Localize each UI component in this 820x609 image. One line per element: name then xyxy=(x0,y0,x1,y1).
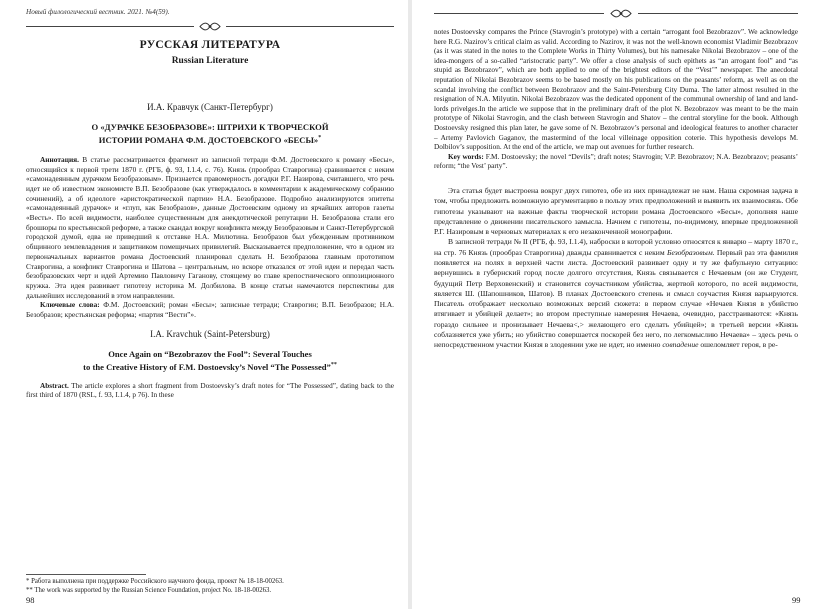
keywords-en-label: Key words: xyxy=(448,152,484,161)
header-ornament-right xyxy=(434,8,798,20)
footnote-1: * Работа выполнена при поддержке Российского научного фонда, проект № 18-18-00263. xyxy=(26,578,284,585)
para2-part-a: В записной тетради № II (РГБ, ф. 93, I.1.4), наброски в которой условно относятся к январю – марту 1870 г., на стр. 76 Князь (прообраз Ставрогина) дважды сравнивается с неким xyxy=(434,237,798,257)
left-page xyxy=(0,0,408,609)
author-ru: И.А. Кравчук (Санкт-Петербург) xyxy=(147,102,273,112)
footnote-mark-en: ** xyxy=(330,361,337,368)
section-title: РУССКАЯ ЛИТЕРАТУРА xyxy=(139,39,281,51)
para2-emphasis: Безобразовым xyxy=(667,247,713,257)
keywords-en xyxy=(434,153,798,172)
footnotes xyxy=(26,574,394,595)
ornament-icon xyxy=(199,21,221,32)
article-title-ru-line1: О «ДУРАЧКЕ БЕЗОБРАЗОВЕ»: ШТРИХИ К ТВОРЧЕСКОЙ xyxy=(91,122,329,132)
header-ornament xyxy=(26,21,394,33)
abstract-ru-text: В статье рассматривается фрагмент из записной тетради Ф.М. Достоевского к роману «Бесы», относящийся к первой трети 1870 г. (РГБ, ф. 93, I.1.4, с. 76). Князь (прообраз Ставрогина) сравнивается с неким «самонадеянным дурачком Безобразовым». Признается правомерность догадки Р.Г. Назировa, считавшего, что речь идет не об известном экономисте В.П. Безобразове (как утверждалось в комментарии к академическому собранию сочинений), а об идеологе «аристократической партии» Н.А. Безобразове. Подробно анализируются эпитеты «самонадеянный дурачок» и «глуп, как Безобразов», данные Достоевским одному из ярчайших авторов газеты «Весть». По всей видимости, наиболее существенным для анекдотической репутации Н. Безобразова стали его брошюры по крестьянской реформе, а также скандал вокруг конфликта между Безобразовым и Санкт-Петербургской городской думой, едва не приведший к отставке Н.А. Милютина. Безобразов был убежденным противником общинного землевладения и защитником помещичьих привилегий. Высказывается предположение, что в одном из первоначальных вариантов романа Достоевский планировал сделать Н. Безобразова главным прототипом Ставрогина, а конфликт Ставрогина и Шатова – центральным, но вскоре отказался от этой идеи и передал часть безобразовских черт и идей Артемию Павловичу Гаганову, стоящему во главе крепостнического оппозиционного кружка. Эта идея развивает гипотезу историка М. Долбилова. В конце статьи намечаются перспективы для дальнейших исследований в этом направлении. xyxy=(26,154,394,300)
footnote-rule xyxy=(26,574,146,575)
page-number-right: 99 xyxy=(792,595,801,605)
body-paragraph-2 xyxy=(434,237,798,350)
abstract-ru xyxy=(26,155,394,301)
page-number-left: 98 xyxy=(26,595,35,605)
keywords-en-text: F.M. Dostoevsky; the novel “Devils”; draft notes; Stavrogin; V.P. Bezobrazov; N.A. Bezobrazov; peasants’ reform; “the Vest’ party”. xyxy=(434,152,798,171)
running-head: Новый филологический вестник. 2021. №4(59). xyxy=(26,8,170,16)
article-title-ru-line2: ИСТОРИИ РОМАНА Ф.М. ДОСТОЕВСКОГО «БЕСЫ» xyxy=(98,134,319,145)
body-paragraph-1: Эта статья будет выстроена вокруг двух гипотез, обе из них принадлежат не нам. Наша скромная задача в том, чтобы предложить возможную аргументацию в пользу этих предположений и выявить их взаимосвязь. Обе гипотезы указывают на важные факты творческой истории романа Достоевского «Бесы», дополняя наше представление о движении писательского замысла. Начнем с гипотезы, по-видимому, впервые предложенной Р.Г. Назировым в черновых материалах к его незаконченной монографии. xyxy=(434,185,798,237)
article-title-en-line1: Once Again on “Bezobrazov the Fool”: Several Touches xyxy=(108,348,312,359)
para2-part-b: . Первый раз эта фамилия появляется на полях в верхней части листа. Достоевский развивает одну и ту же фабульную ситуацию: вернувшись в губернский город после долгого отсутствия, Князь связывается с Нечаевым (он же Студент, будущий Петр Верховенский) и становится соучастником убийства, жертвой которого, по всей видимости, является Ш. (Шапошников, Шатов). В планах Достоевского степень и смысл соучастия Князя варьируются. Писатель отображает несколько возможных версий сюжета: в первом случае «Нечаев Князя в убийство втягивает и убийцей делает»; во втором преступные намерения Нечаева, очевидно, расстраиваются: «Князь гораздо сильнее и пронизывает Нечаева<,> желающего его сделать убийцей»; в третьей версии «Князь соблазняется уже убить; но убийство совершается поскорей без него, по легкомыслию Нечаева» – здесь речь о непосредственном участии Князя в злодеянии уже не идет, но именно xyxy=(434,247,798,350)
abstract-en-label: Abstract. xyxy=(40,381,69,390)
para2-emphasis-2: совпадение xyxy=(662,340,699,350)
right-page xyxy=(412,0,820,609)
keywords-ru xyxy=(26,300,394,319)
author-en: I.A. Kravchuk (Saint-Petersburg) xyxy=(150,328,270,339)
abstract-en-text: The article explores a short fragment from Dostoevsky’s draft notes for “The Possessed”, dating back to the first third of 1870 (RSL, f. 93, I.1.4, p 76). In these xyxy=(26,381,394,400)
abstract-en-continued: notes Dostoevsky compares the Prince (Stavrogin’s prototype) with a certain “arrogant fool Bezobrazov”. We acknowledge here R.G. Nazirov’s critical claim as valid. According to Nazirov, it was not the well-known economist Vladimir Bezobrazov (as it was stated in the notes to the Complete Works in Thirty Volumes), but his namesake Nikolai Bezobrazov – one of the idea-mongers of a so-called “aristocratic party”. We offer a close analysis of such epithets as “an arrogant fool” and “as stupid as Bezobrazov”, which are both applied to one of the brightest editors of the “Vest’” newspaper. The anecdotal reputation of Nikolai Bezobrazov seems to be based mostly on his publications on the peasants’ reform, as well as on the scandal involving the conflict between Bezobrazov and the Saint-Petersburg City Duma. The latter almost resulted in the resignation of N.A. Milyutin. Nikolai Bezobrazov was the dedicated opponent of the communal ownership of land and land-lords privelges.In the article we suppose that in the preliminary draft of the plot N. Bezobrazov was meant to be the main prototype of Nikolai Stavrogin, and the clash between Stavrogin and Shatov – the central storyline for the book. Although Dostoevsky resigned this plan later, he gave some of N. Bezobrazov’s personal and ideological features to another character – Artemy Pavlovich Gaganov, the mastermind of the local villeinage opposition coterie. This hypothesis develops M. Dolbilov’s supposition. At the end of the article, we map out avenues for further research. xyxy=(434,28,798,152)
footnote-2: ** The work was supported by the Russian Science Foundation, project No. 18-18-00263. xyxy=(26,587,272,594)
section-subtitle: Russian Literature xyxy=(171,56,249,66)
footnote-mark: * xyxy=(318,135,322,141)
abstract-en-start xyxy=(26,382,394,401)
abstract-ru-label: Аннотация. xyxy=(40,154,79,164)
keywords-ru-label: Ключевые слова: xyxy=(40,300,100,310)
para2-part-c: ошеломляет героя, в ре- xyxy=(698,340,778,350)
ornament-icon xyxy=(610,8,632,19)
keywords-ru-text: Ф.М. Достоевский; роман «Бесы»; записные тетради; Ставрогин; В.П. Безобразов; Н.А. Безобразов; крестьянская реформа; «партия “Вести”». xyxy=(26,300,394,320)
article-title-ru xyxy=(26,122,394,146)
article-title-en-line2: to the Creative History of F.M. Dostoevsky’s Novel “The Possessed” xyxy=(83,361,331,372)
article-title-en xyxy=(26,349,394,373)
